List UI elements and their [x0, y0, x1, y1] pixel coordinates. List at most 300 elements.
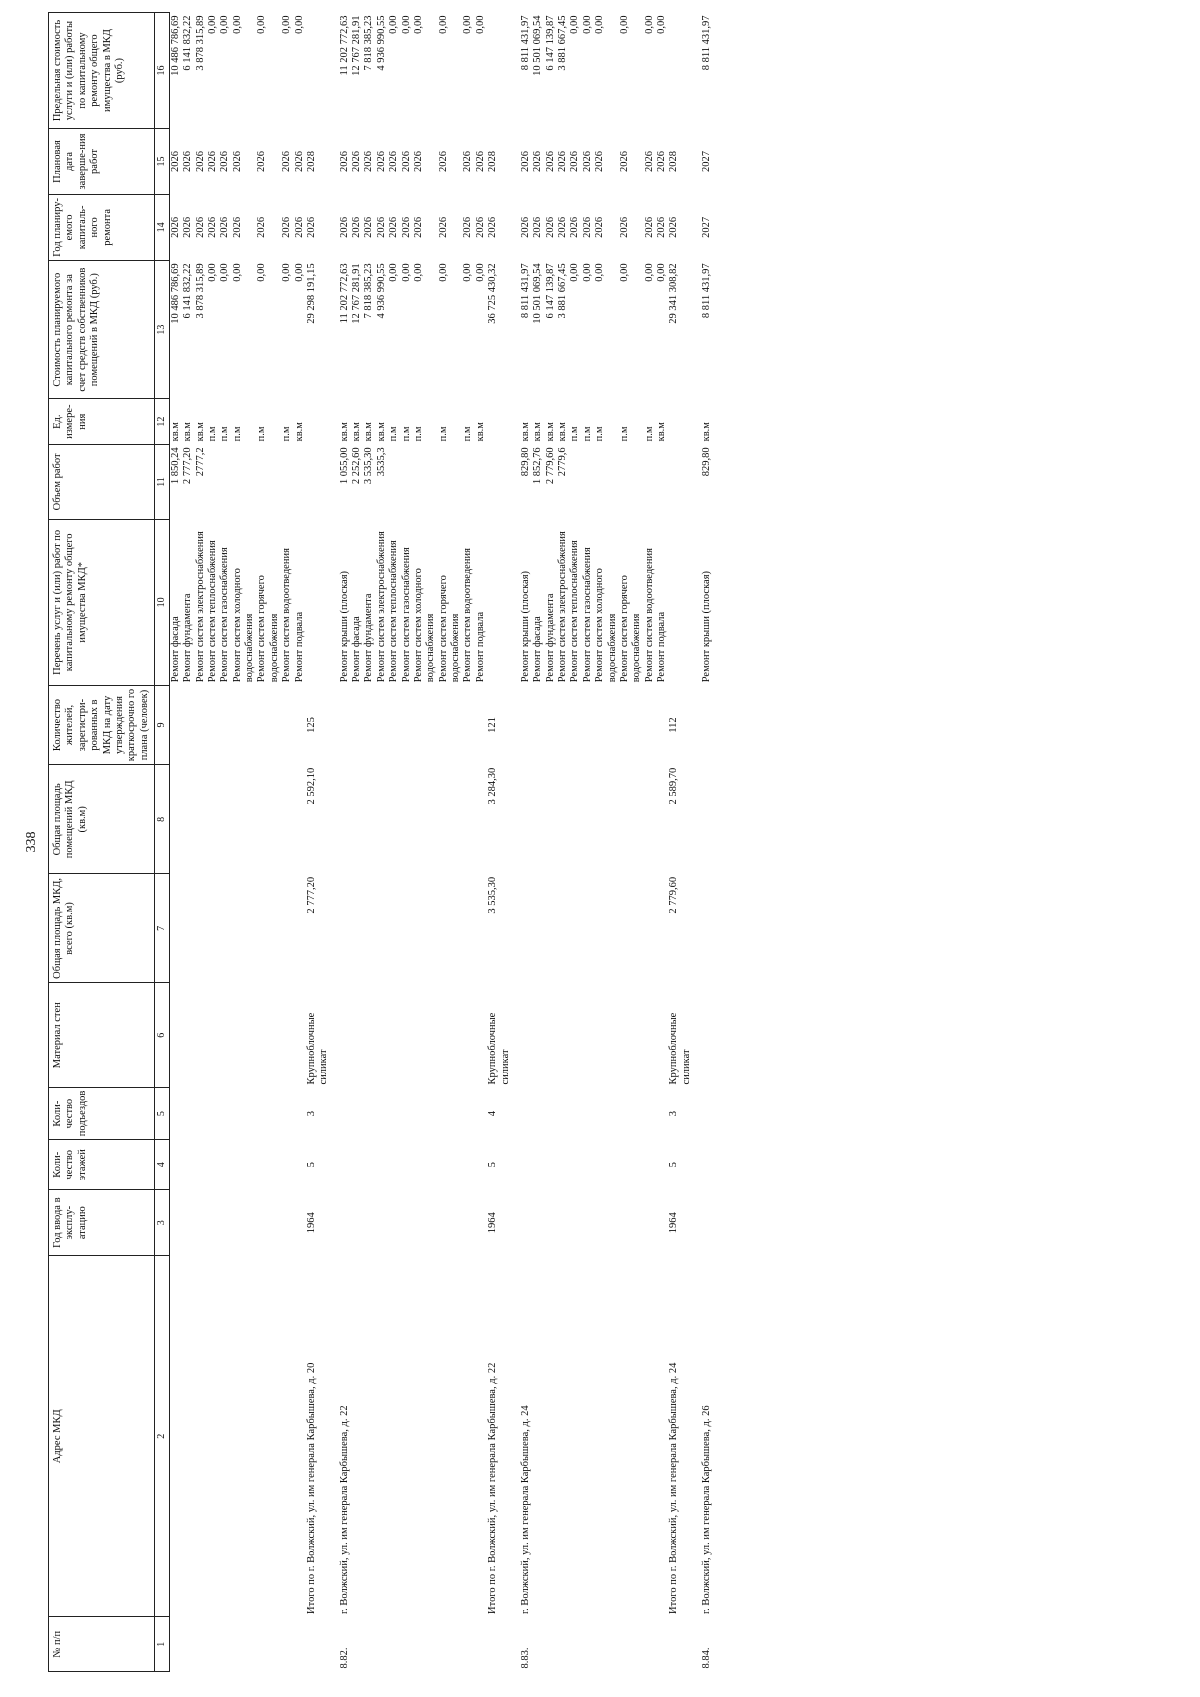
work-end-date: 2026: [544, 151, 556, 172]
work-end-date: 2026: [462, 151, 474, 172]
work-limit-cost: 0,00: [206, 15, 218, 34]
work-unit: п.м: [231, 426, 243, 442]
work-cost: 11 202 772,63: [338, 263, 350, 324]
year-built: 1964: [305, 1212, 317, 1234]
empty-cell: [256, 765, 281, 874]
work-limit-cost: 0,00: [569, 15, 581, 34]
work-end-date: 2026: [375, 151, 387, 172]
work-year: 2026: [363, 216, 375, 238]
year-built: 1964: [668, 1212, 680, 1234]
empty-cell: [512, 1256, 520, 1617]
column-header: Перечень услуг и (или) работ по капитальному ремонту общего имущества МКД*: [49, 519, 155, 685]
entrances: 3: [668, 1111, 680, 1117]
work-row: [545, 13, 557, 1672]
row-number: [219, 1617, 231, 1672]
residents: 125: [305, 717, 317, 733]
total-year: 2026: [668, 216, 680, 238]
work-volume: [294, 444, 306, 519]
work-end-date: 2026: [519, 151, 531, 172]
column-number: 5: [155, 1087, 170, 1139]
building-address: [475, 1256, 487, 1617]
work-end-date: 2026: [474, 151, 486, 172]
empty-cell: [331, 983, 339, 1088]
work-row: [363, 13, 375, 1672]
empty-cell: [582, 685, 594, 765]
work-unit: кв.м: [293, 422, 305, 442]
empty-cell: [693, 1190, 701, 1256]
column-number: 15: [155, 129, 170, 195]
empty-cell: [232, 1140, 257, 1190]
work-unit: кв.м: [182, 422, 194, 442]
work-end-date: 2026: [618, 151, 630, 172]
work-unit: кв.м: [169, 422, 181, 442]
empty-cell: [331, 765, 339, 874]
work-name: Ремонт фасада: [532, 616, 544, 683]
total-label: Итого по г. Волжский, ул. им генерала Карбышева, д. 24: [668, 1362, 680, 1614]
empty-cell: [582, 983, 594, 1088]
column-header: Общая площадь помещений МКД (кв.м): [49, 765, 155, 874]
work-limit-cost: 0,00: [388, 15, 400, 34]
empty-cell: [219, 1190, 231, 1256]
column-header: Год ввода в эксплу-атацию: [49, 1190, 155, 1256]
building-address: [594, 1256, 619, 1617]
empty-cell: [219, 983, 231, 1088]
work-row: [438, 13, 463, 1672]
building-address: [169, 1256, 182, 1617]
work-limit-cost: 8 811 431,97: [701, 15, 713, 71]
empty-cell: [512, 1140, 520, 1190]
row-number: [207, 1617, 219, 1672]
empty-cell: [582, 1190, 594, 1256]
empty-cell: [693, 13, 701, 129]
work-limit-cost: 0,00: [594, 15, 606, 34]
empty-cell: [545, 983, 557, 1088]
empty-cell: [232, 1190, 257, 1256]
empty-cell: [219, 685, 231, 765]
empty-cell: [363, 983, 375, 1088]
work-name: Ремонт систем горячего водоснабжения: [437, 575, 462, 683]
work-cost: 4 936 990,55: [375, 263, 387, 319]
row-number: [294, 1617, 306, 1672]
building-address: [619, 1256, 644, 1617]
empty-cell: [475, 983, 487, 1088]
work-end-date: 2026: [643, 151, 655, 172]
column-header: Предельная стоимость услуги и (или) работы по капитальному ремонту общего имущества в МКД (руб.): [49, 13, 155, 129]
work-volume: 2 252,60: [351, 447, 363, 485]
empty-cell: [487, 519, 512, 685]
total-cost: 36 725 430,32: [487, 263, 499, 324]
work-volume: 2 777,20: [182, 447, 194, 485]
work-cost: 0,00: [412, 263, 424, 282]
empty-cell: [256, 983, 281, 1088]
empty-cell: [363, 1140, 375, 1190]
work-cost: 0,00: [618, 263, 630, 282]
work-cost: 0,00: [569, 263, 581, 282]
empty-cell: [351, 983, 363, 1088]
work-name: Ремонт систем водоотведения: [462, 548, 474, 683]
total-row: [668, 13, 693, 1672]
empty-cell: [557, 1087, 569, 1139]
empty-cell: [701, 685, 713, 765]
residents: 112: [668, 717, 680, 733]
work-year: 2026: [618, 216, 630, 238]
work-end-date: 2026: [400, 151, 412, 172]
capital-repair-table: [48, 12, 714, 1672]
work-year: 2026: [375, 216, 387, 238]
work-year: 2026: [231, 216, 243, 238]
floors: 5: [305, 1162, 317, 1168]
work-year: 2026: [219, 216, 231, 238]
empty-cell: [512, 519, 520, 685]
empty-cell: [306, 444, 331, 519]
entrances: 3: [305, 1111, 317, 1117]
work-limit-cost: 6 147 139,87: [544, 15, 556, 71]
empty-cell: [569, 685, 581, 765]
empty-cell: [656, 983, 668, 1088]
empty-cell: [232, 1087, 257, 1139]
work-name: Ремонт систем водоотведения: [281, 548, 293, 683]
work-row: [619, 13, 644, 1672]
empty-cell: [256, 1087, 281, 1139]
work-cost: 6 147 139,87: [544, 263, 556, 319]
work-limit-cost: 12 767 281,91: [351, 15, 363, 76]
column-number: 13: [155, 260, 170, 399]
work-unit: п.м: [256, 426, 268, 442]
empty-cell: [339, 685, 351, 765]
work-year: 2026: [462, 216, 474, 238]
row-number: [351, 1617, 363, 1672]
empty-cell: [195, 765, 207, 874]
column-number: 16: [155, 13, 170, 129]
year-built: 1964: [487, 1212, 499, 1234]
work-volume: [388, 444, 400, 519]
empty-cell: [232, 765, 257, 874]
building-address: [545, 1256, 557, 1617]
work-unit: кв.м: [544, 422, 556, 442]
work-volume: [219, 444, 231, 519]
work-row: [594, 13, 619, 1672]
row-number: [545, 1617, 557, 1672]
empty-cell: [339, 1140, 351, 1190]
work-limit-cost: 4 936 990,55: [375, 15, 387, 71]
work-limit-cost: 8 811 431,97: [519, 15, 531, 71]
work-year: 2026: [256, 216, 268, 238]
empty-cell: [644, 765, 656, 874]
empty-cell: [306, 519, 331, 685]
work-name: Ремонт систем горячего водоснабжения: [618, 575, 643, 683]
work-cost: 0,00: [231, 263, 243, 282]
empty-cell: [281, 1140, 293, 1190]
empty-cell: [619, 1140, 644, 1190]
empty-cell: [582, 765, 594, 874]
empty-cell: [475, 1087, 487, 1139]
work-row: [388, 13, 400, 1672]
area-premises: 2 592,10: [305, 767, 317, 805]
work-limit-cost: 0,00: [618, 15, 630, 34]
work-end-date: 2026: [281, 151, 293, 172]
empty-cell: [401, 874, 413, 983]
building-address: [582, 1256, 594, 1617]
empty-cell: [169, 1140, 182, 1190]
empty-cell: [281, 1087, 293, 1139]
empty-cell: [545, 1087, 557, 1139]
empty-cell: [294, 1087, 306, 1139]
column-number: 9: [155, 685, 170, 765]
empty-cell: [594, 1087, 619, 1139]
work-volume: 3535,3: [375, 447, 387, 477]
empty-cell: [594, 685, 619, 765]
empty-cell: [693, 194, 701, 260]
row-number: [438, 1617, 463, 1672]
empty-cell: [351, 685, 363, 765]
column-number: 3: [155, 1190, 170, 1256]
building-address: [232, 1256, 257, 1617]
empty-cell: [701, 1190, 713, 1256]
work-name: Ремонт систем электроснабжения: [375, 531, 387, 683]
work-year: 2026: [206, 216, 218, 238]
building-address: [256, 1256, 281, 1617]
building-address: [388, 1256, 400, 1617]
empty-cell: [569, 983, 581, 1088]
building-address: [401, 1256, 413, 1617]
empty-cell: [169, 1087, 182, 1139]
work-unit: п.м: [219, 426, 231, 442]
empty-cell: [331, 444, 339, 519]
work-cost: 8 811 431,97: [519, 263, 531, 319]
work-volume: [401, 444, 413, 519]
work-year: 2026: [656, 216, 668, 238]
empty-cell: [339, 1087, 351, 1139]
work-cost: 0,00: [206, 263, 218, 282]
empty-cell: [388, 765, 400, 874]
building-address: [438, 1256, 463, 1617]
row-number: [388, 1617, 400, 1672]
empty-cell: [413, 983, 438, 1088]
empty-cell: [331, 129, 339, 195]
empty-cell: [532, 1087, 544, 1139]
work-end-date: 2026: [581, 151, 593, 172]
total-row: [306, 13, 331, 1672]
empty-cell: [169, 874, 182, 983]
work-row: [339, 13, 351, 1672]
work-end-date: 2026: [557, 151, 569, 172]
row-number: [557, 1617, 569, 1672]
column-header: Адрес МКД: [49, 1256, 155, 1617]
work-volume: 2779,6: [557, 447, 569, 477]
column-number: 2: [155, 1256, 170, 1617]
work-year: 2026: [557, 216, 569, 238]
work-limit-cost: 0,00: [231, 15, 243, 34]
work-year: 2026: [412, 216, 424, 238]
work-row: [169, 13, 182, 1672]
wall-material: Крупноблочные силикат: [305, 1012, 330, 1085]
work-year: 2026: [400, 216, 412, 238]
empty-cell: [656, 685, 668, 765]
work-limit-cost: 0,00: [643, 15, 655, 34]
work-year: 2026: [194, 216, 206, 238]
empty-cell: [207, 1087, 219, 1139]
work-year: 2026: [544, 216, 556, 238]
empty-cell: [376, 1087, 388, 1139]
column-number: 12: [155, 399, 170, 444]
work-cost: 6 141 832,22: [182, 263, 194, 319]
empty-cell: [376, 1140, 388, 1190]
empty-cell: [195, 1140, 207, 1190]
total-end-date: 2028: [305, 151, 317, 172]
empty-cell: [219, 874, 231, 983]
empty-cell: [512, 765, 520, 874]
work-unit: кв.м: [656, 422, 668, 442]
work-cost: 0,00: [400, 263, 412, 282]
empty-cell: [532, 1140, 544, 1190]
empty-cell: [693, 685, 701, 765]
work-end-date: 2026: [412, 151, 424, 172]
empty-cell: [306, 1617, 331, 1672]
column-header: Коли-чество подъездов: [49, 1087, 155, 1139]
work-unit: п.м: [569, 426, 581, 442]
work-volume: 1 852,76: [532, 447, 544, 485]
work-limit-cost: 6 141 832,22: [182, 15, 194, 71]
empty-cell: [182, 983, 194, 1088]
empty-cell: [582, 874, 594, 983]
empty-cell: [207, 765, 219, 874]
empty-cell: [462, 765, 474, 874]
work-name: Ремонт крыши (плоская): [338, 570, 350, 683]
work-end-date: 2026: [219, 151, 231, 172]
empty-cell: [532, 874, 544, 983]
area-premises: 3 284,30: [487, 767, 499, 805]
work-row: [376, 13, 388, 1672]
empty-cell: [413, 1140, 438, 1190]
work-name: Ремонт систем теплоснабжения: [569, 540, 581, 683]
building-address: [281, 1256, 293, 1617]
empty-cell: [569, 874, 581, 983]
empty-cell: [512, 194, 520, 260]
work-volume: 1 850,24: [169, 447, 181, 485]
empty-cell: [644, 1140, 656, 1190]
empty-cell: [331, 874, 339, 983]
empty-cell: [388, 685, 400, 765]
building-address: г. Волжский, ул. им генерала Карбышева, д. 24: [519, 1405, 531, 1614]
area-total: 2 777,20: [305, 876, 317, 914]
empty-cell: [693, 444, 701, 519]
work-year: 2026: [281, 216, 293, 238]
work-name: Ремонт систем холодного водоснабжения: [594, 568, 618, 683]
empty-cell: [693, 1087, 701, 1139]
empty-cell: [545, 1190, 557, 1256]
work-year: 2026: [594, 216, 606, 238]
empty-cell: [557, 685, 569, 765]
empty-cell: [438, 685, 463, 765]
building-address: [376, 1256, 388, 1617]
empty-cell: [512, 685, 520, 765]
work-name: Ремонт подвала: [474, 611, 486, 683]
work-name: Ремонт систем холодного водоснабжения: [231, 568, 256, 683]
empty-cell: [644, 685, 656, 765]
empty-cell: [520, 765, 532, 874]
empty-cell: [557, 983, 569, 1088]
empty-cell: [487, 13, 512, 129]
column-header: Коли-чество этажей: [49, 1140, 155, 1190]
work-limit-cost: 0,00: [219, 15, 231, 34]
empty-cell: [693, 983, 701, 1088]
building-address: [182, 1256, 194, 1617]
work-row: [520, 13, 532, 1672]
empty-cell: [701, 1087, 713, 1139]
empty-cell: [693, 1140, 701, 1190]
empty-cell: [512, 260, 520, 399]
empty-cell: [475, 1190, 487, 1256]
empty-cell: [351, 1140, 363, 1190]
work-unit: кв.м: [351, 422, 363, 442]
empty-cell: [668, 1617, 693, 1672]
empty-cell: [331, 685, 339, 765]
empty-cell: [331, 260, 339, 399]
work-row: [475, 13, 487, 1672]
empty-cell: [693, 129, 701, 195]
empty-cell: [401, 685, 413, 765]
work-name: Ремонт систем теплоснабжения: [388, 540, 400, 683]
work-row: [256, 13, 281, 1672]
work-name: Ремонт систем газоснабжения: [400, 547, 412, 683]
empty-cell: [619, 1190, 644, 1256]
work-cost: 0,00: [594, 263, 606, 282]
empty-cell: [207, 1190, 219, 1256]
empty-cell: [339, 765, 351, 874]
empty-cell: [294, 874, 306, 983]
work-row: [219, 13, 231, 1672]
work-cost: 0,00: [281, 263, 293, 282]
empty-cell: [182, 1140, 194, 1190]
empty-cell: [701, 983, 713, 1088]
work-name: Ремонт фундамента: [363, 593, 375, 683]
column-number-row: [155, 13, 170, 1672]
work-volume: [594, 444, 619, 519]
work-name: Ремонт фасада: [169, 616, 181, 683]
total-label: Итого по г. Волжский, ул. им генерала Карбышева, д. 22: [487, 1362, 499, 1614]
empty-cell: [520, 983, 532, 1088]
work-end-date: 2026: [656, 151, 668, 172]
empty-cell: [693, 260, 701, 399]
work-limit-cost: 10 486 786,69: [169, 15, 181, 76]
row-number: [232, 1617, 257, 1672]
empty-cell: [520, 1190, 532, 1256]
work-unit: кв.м: [363, 422, 375, 442]
empty-cell: [701, 765, 713, 874]
entrances: 4: [487, 1111, 499, 1117]
work-unit: кв.м: [701, 422, 713, 442]
empty-cell: [294, 1140, 306, 1190]
column-number: 10: [155, 519, 170, 685]
empty-cell: [545, 685, 557, 765]
work-name: Ремонт систем газоснабжения: [581, 547, 593, 683]
work-volume: 3 535,30: [363, 447, 375, 485]
empty-cell: [693, 874, 701, 983]
work-unit: п.м: [437, 426, 449, 442]
building-address: [363, 1256, 375, 1617]
empty-cell: [331, 194, 339, 260]
row-number: [594, 1617, 619, 1672]
building-address: [532, 1256, 544, 1617]
row-number: [569, 1617, 581, 1672]
empty-cell: [693, 765, 701, 874]
empty-cell: [693, 1617, 701, 1672]
empty-cell: [388, 1087, 400, 1139]
work-volume: 829,80: [519, 447, 531, 477]
empty-cell: [195, 983, 207, 1088]
work-row: [644, 13, 656, 1672]
work-year: 2026: [532, 216, 544, 238]
